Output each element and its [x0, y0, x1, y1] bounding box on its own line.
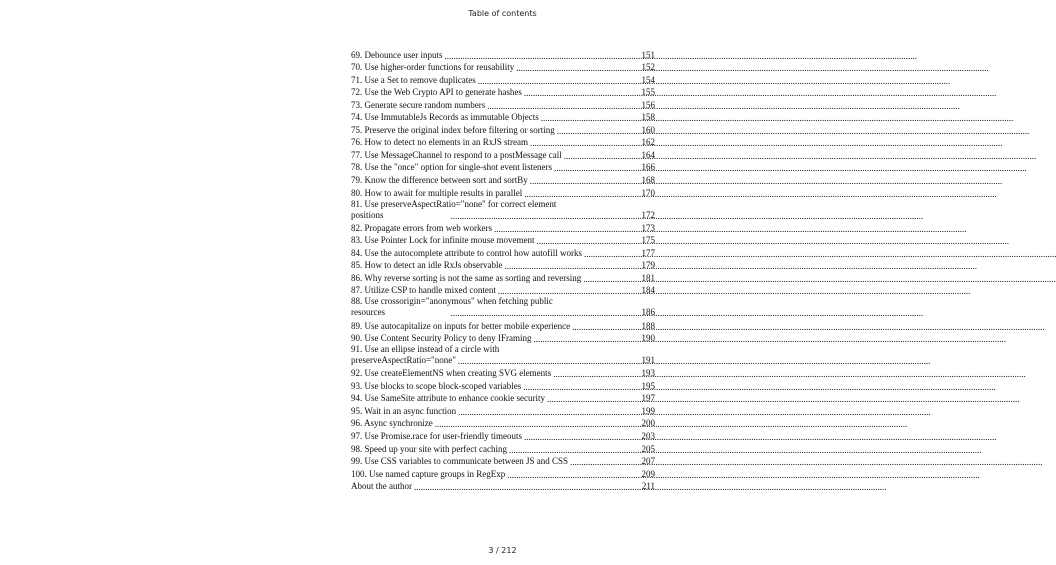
toc-entry[interactable]: [351, 148, 655, 161]
toc-entry-continuation: [351, 210, 655, 221]
toc-page-number: 203: [641, 431, 655, 441]
page-header-title: Table of contents: [468, 9, 537, 18]
toc-dot-leader: [458, 407, 639, 417]
toc-entry[interactable]: [351, 429, 655, 442]
toc-entry[interactable]: [351, 199, 655, 222]
toc-dot-leader: [414, 482, 640, 492]
toc-entry[interactable]: [351, 392, 655, 405]
toc-page-number: 193: [641, 368, 655, 379]
toc-page-number: 179: [641, 260, 655, 271]
toc-page-number: 199: [641, 405, 655, 416]
toc-entry[interactable]: [351, 379, 655, 392]
toc-page-number: 184: [641, 285, 655, 296]
toc-entry-title-cont: preserveAspectRatio="none": [351, 355, 456, 366]
toc-entry-title: 75. Preserve the original index before filtering or sorting: [351, 124, 555, 135]
toc-page-number: 190: [641, 333, 655, 344]
toc-dot-leader: [554, 163, 639, 173]
toc-dot-leader: [557, 126, 640, 136]
toc-entry[interactable]: [351, 271, 655, 284]
toc-dot-leader: [533, 334, 639, 344]
toc-entry-title: 70. Use higher-order functions for reusability: [351, 62, 515, 73]
toc-dot-leader: [523, 382, 639, 392]
toc-page-number: 168: [641, 175, 655, 186]
toc-entry[interactable]: [351, 73, 655, 86]
toc-dot-leader: [435, 419, 640, 429]
toc-dot-leader: [487, 101, 639, 111]
toc-entry[interactable]: [351, 442, 655, 455]
toc-page-number: 155: [641, 87, 655, 98]
toc-entry-title: 74. Use ImmutableJs Records as immutable Objects: [351, 112, 539, 123]
toc-entry[interactable]: [351, 332, 655, 345]
toc-page-number: 151: [641, 49, 655, 60]
toc-entry-title: 94. Use SameSite attribute to enhance cookie security: [351, 393, 545, 404]
toc-entry-title: 91. Use an ellipse instead of a circle with: [351, 344, 500, 355]
toc-page-number: 195: [641, 380, 655, 391]
toc-dot-leader: [524, 88, 640, 98]
toc-entry-title: 71. Use a Set to remove duplicates: [351, 74, 476, 85]
toc-page-number: 162: [641, 137, 655, 148]
toc-dot-leader: [584, 249, 640, 259]
toc-entry-title: About the author: [351, 481, 412, 492]
toc-dot-leader: [444, 51, 639, 61]
toc-entry-title: 86. Why reverse sorting is not the same as sorting and reversing: [351, 272, 582, 283]
toc-page-number: 173: [641, 222, 655, 233]
toc-dot-leader: [507, 470, 639, 480]
toc-dot-leader: [478, 76, 640, 86]
toc-page-number: 186: [641, 307, 655, 318]
toc-entry-title: 99. Use CSS variables to communicate between JS and CSS: [351, 456, 568, 467]
toc-page-number: 197: [641, 393, 655, 404]
table-of-contents: [351, 48, 655, 492]
toc-entry[interactable]: [351, 367, 655, 380]
toc-entry[interactable]: [351, 173, 655, 186]
toc-entry-title: 78. Use the "once" option for single-shot event listeners: [351, 162, 553, 173]
toc-entry-title: 88. Use crossorigin="anonymous" when fetching public: [351, 296, 553, 307]
toc-dot-leader: [530, 176, 640, 186]
toc-entry-title: 87. Utilize CSP to handle mixed content: [351, 285, 496, 296]
toc-entry-title: 82. Propagate errors from web workers: [351, 222, 492, 233]
toc-entry-title: 100. Use named capture groups in RegExp: [351, 468, 506, 479]
toc-page-number: 156: [641, 99, 655, 110]
toc-entry[interactable]: [351, 246, 655, 259]
toc-entry-title: 69. Debounce user inputs: [351, 49, 443, 60]
toc-dot-leader: [504, 261, 639, 271]
toc-page-number: 205: [641, 443, 655, 454]
toc-page-number: 175: [641, 235, 655, 246]
toc-entry[interactable]: [351, 234, 655, 247]
toc-page-number: 200: [641, 418, 655, 429]
toc-dot-leader: [530, 138, 640, 148]
toc-page-number: 188: [641, 320, 655, 331]
toc-dot-leader: [583, 274, 639, 284]
toc-page-number: 154: [641, 74, 655, 85]
toc-entry[interactable]: [351, 111, 655, 124]
toc-page-number: 177: [641, 247, 655, 258]
toc-entry[interactable]: [351, 136, 655, 149]
toc-entry-title: 92. Use createElementNS when creating SVG elements: [351, 368, 552, 379]
toc-dot-leader: [458, 356, 640, 366]
toc-entry[interactable]: [351, 161, 655, 174]
toc-entry[interactable]: [351, 86, 655, 99]
toc-dot-leader: [564, 151, 640, 161]
toc-entry[interactable]: [351, 417, 655, 430]
toc-entry-title: 89. Use autocapitalize on inputs for better mobile experience: [351, 320, 571, 331]
toc-page-number: 181: [641, 272, 655, 283]
toc-dot-leader: [524, 432, 639, 442]
toc-entry-title: 97. Use Promise.race for user-friendly timeouts: [351, 431, 523, 441]
toc-entry[interactable]: [351, 98, 655, 111]
toc-dot-leader: [451, 211, 640, 221]
toc-page-number: 160: [641, 124, 655, 135]
toc-dot-leader: [516, 63, 639, 73]
toc-entry-title: 79. Know the difference between sort and sortBy: [351, 175, 528, 186]
toc-entry[interactable]: [351, 344, 655, 367]
toc-entry[interactable]: [351, 186, 655, 199]
toc-entry-title: 81. Use preserveAspectRatio="none" for correct element: [351, 198, 557, 209]
toc-dot-leader: [553, 369, 639, 379]
toc-entry-title: 96. Async synchronize: [351, 418, 433, 429]
toc-entry[interactable]: [351, 259, 655, 272]
toc-page-number: 211: [641, 481, 655, 492]
toc-page-number: 207: [641, 456, 655, 467]
toc-dot-leader: [541, 113, 640, 123]
toc-entry[interactable]: [351, 467, 655, 480]
toc-entry[interactable]: [351, 296, 655, 319]
toc-dot-leader: [498, 286, 640, 296]
toc-page-number: 191: [641, 355, 655, 366]
toc-entry-title: 83. Use Pointer Lock for infinite mouse movement: [351, 235, 535, 246]
toc-entry-title: 95. Wait in an async function: [351, 405, 457, 416]
toc-entry-title: 84. Use the autocomplete attribute to control how autofill works: [351, 247, 582, 258]
toc-dot-leader: [524, 189, 639, 199]
toc-page-number: 164: [641, 149, 655, 160]
toc-entry[interactable]: [351, 48, 655, 61]
toc-entry[interactable]: [351, 480, 655, 493]
toc-entry-title: 98. Speed up your site with perfect caching: [351, 443, 507, 454]
toc-entry[interactable]: [351, 123, 655, 136]
toc-page-number: 152: [641, 62, 655, 73]
toc-dot-leader: [536, 236, 639, 246]
toc-entry[interactable]: [351, 221, 655, 234]
toc-dot-leader: [547, 394, 640, 404]
toc-entry[interactable]: [351, 404, 655, 417]
toc-entry-title: 77. Use MessageChannel to respond to a postMessage call: [351, 149, 562, 160]
toc-entry[interactable]: [351, 455, 655, 468]
toc-dot-leader: [494, 224, 640, 234]
toc-page-number: 209: [641, 468, 655, 479]
toc-page-number: 172: [641, 209, 655, 220]
toc-entry[interactable]: [351, 61, 655, 74]
page-indicator: 3 / 212: [488, 546, 517, 555]
toc-entry-title-cont: positions: [351, 209, 384, 220]
toc-entry-title: 72. Use the Web Crypto API to generate hashes: [351, 87, 522, 98]
toc-entry-title: 90. Use Content Security Policy to deny IFraming: [351, 333, 532, 344]
toc-dot-leader: [572, 322, 639, 332]
toc-dot-leader: [570, 457, 640, 467]
toc-entry-title: 76. How to detect no elements in an RxJS stream: [351, 137, 528, 148]
toc-entry[interactable]: [351, 319, 655, 332]
toc-entry-title: 85. How to detect an idle RxJs observable: [351, 260, 503, 271]
toc-page-number: 170: [641, 187, 655, 198]
toc-page-number: 158: [641, 112, 655, 123]
toc-entry-continuation: [351, 307, 655, 318]
toc-entry-title: 93. Use blocks to scope block-scoped variables: [351, 380, 522, 391]
toc-entry-title-cont: resources: [351, 307, 385, 318]
toc-dot-leader: [509, 445, 640, 455]
toc-entry[interactable]: [351, 284, 655, 297]
toc-entry-continuation: [351, 355, 655, 366]
toc-page-number: 166: [641, 162, 655, 173]
toc-dot-leader: [451, 308, 640, 318]
toc-entry-title: 73. Generate secure random numbers: [351, 99, 486, 110]
toc-entry-title: 80. How to await for multiple results in parallel: [351, 187, 523, 198]
